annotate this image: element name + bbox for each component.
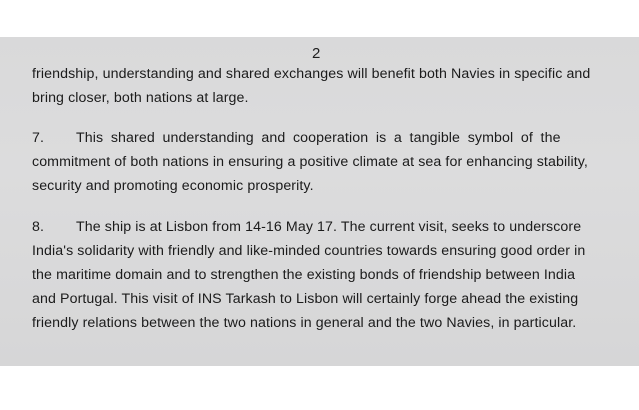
document-page xyxy=(0,37,639,366)
paragraph-number: 8. xyxy=(32,219,45,235)
paragraph-7 xyxy=(32,126,608,198)
intro-paragraph xyxy=(32,62,608,110)
text-line xyxy=(32,215,608,239)
text-line: commitment of both nations in ensuring a positive climate at sea for enhancing stability, xyxy=(32,154,588,170)
text-line xyxy=(32,126,608,150)
page-number: 2 xyxy=(312,45,321,62)
text-line: India's solidarity with friendly and like-minded countries towards ensuring good order in xyxy=(32,243,586,259)
paragraph-8 xyxy=(32,215,608,335)
paragraph-number: 7. xyxy=(32,130,45,146)
text-line-content: This shared understanding and cooperation is a tangible symbol of the xyxy=(76,130,561,146)
text-line-content: The ship is at Lisbon from 14-16 May 17. The current visit, seeks to underscore xyxy=(76,219,582,235)
text-line: friendship, understanding and shared exchanges will benefit both Navies in specific and xyxy=(32,66,591,82)
text-line: bring closer, both nations at large. xyxy=(32,90,249,106)
text-line: security and promoting economic prosperity. xyxy=(32,178,314,194)
text-line: and Portugal. This visit of INS Tarkash to Lisbon will certainly forge ahead the existing xyxy=(32,291,579,307)
text-line: friendly relations between the two nations in general and the two Navies, in particular. xyxy=(32,315,577,331)
text-line: the maritime domain and to strengthen the existing bonds of friendship between India xyxy=(32,267,576,283)
